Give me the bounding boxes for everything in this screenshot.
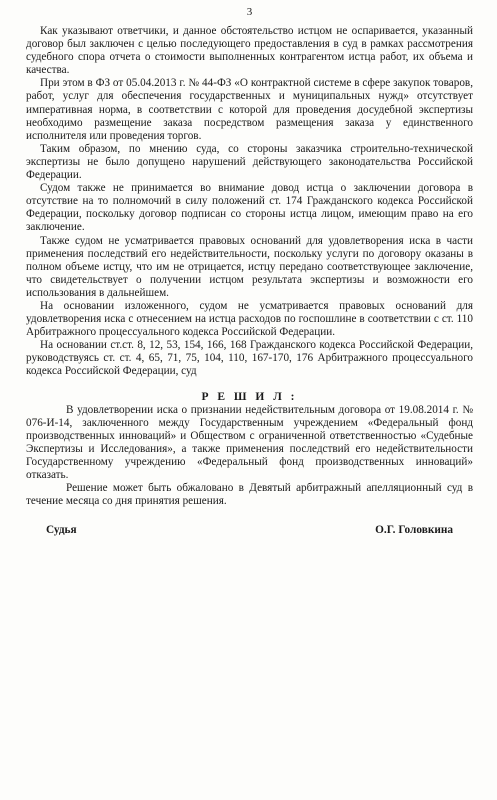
paragraph: Также судом не усматривается правовых оснований для удовлетворения иска в части применения последствий его недействительности, поскольку услуги по договору оказаны в полном объеме истцу, что им не отрицается, истцу передано соответствующее заключение, что свидетельствует о получении истцом результата экспертизы и возможности его использования в дальнейшем.: [26, 234, 473, 299]
page-number: 3: [246, 6, 253, 18]
decision-paragraph: Решение может быть обжаловано в Девятый арбитражный апелляционный суд в течение месяца со дня принятия решения.: [26, 482, 473, 508]
paragraph: На основании ст.ст. 8, 12, 53, 154, 166, 168 Гражданского кодекса Российской Федерации, руководствуясь ст. ст. 4, 65, 71, 75, 104, 110, 167-170, 176 Арбитражного процессуального кодекса Российской Федерации, суд: [26, 339, 473, 378]
judge-name: О.Г. Головкина: [375, 524, 453, 537]
decision-paragraph: В удовлетворении иска о признании недействительным договора от 19.08.2014 г. № 076-И-14, заключенного между Государственным учреждением «Федеральный фонд производственных инноваций» и Обществом с ограниченной ответственностью «Судебные Экспертизы и Исследования», а также применения последствий его недействительности Государственному учреждению «Федеральный фонд производственных инноваций» отказать.: [26, 403, 473, 481]
paragraph: При этом в ФЗ от 05.04.2013 г. № 44-ФЗ «О контрактной системе в сфере закупок товаров, работ, услуг для обеспечения государственных и муниципальных нужд» отсутствует императивная норма, в соответствии с которой для проведения досудебной экспертизы необходимо размещение заказа посредством размещения заказа у единственного исполнителя или проведения торгов.: [26, 77, 473, 142]
judge-title: Судья: [46, 524, 77, 537]
document-body: [26, 25, 473, 536]
paragraph: Судом также не принимается во внимание довод истца о заключении договора в отсутствие на то полномочий в силу положений ст. 174 Гражданского кодекса Российской Федерации, поскольку договор подписан со стороны истца лицом, имеющим право на его заключение.: [26, 182, 473, 234]
paragraph: На основании изложенного, судом не усматривается правовых оснований для удовлетворения иска с отнесением на истца расходов по госпошлине в соответствии с ст. 110 Арбитражного процессуального кодекса Российской Федерации.: [26, 299, 473, 339]
signature-block: [26, 524, 473, 536]
decision-heading: Р Е Ш И Л :: [201, 390, 298, 403]
paragraph: Таким образом, по мнению суда, со стороны заказчика строительно-технической экспертизы не было допущено нарушений действующего законодательства Российской Федерации.: [26, 142, 473, 182]
paragraph: Как указывают ответчики, и данное обстоятельство истцом не оспаривается, указанный договор был заключен с целью последующего предоставления в суд в рамках рассмотрения судебного спора отчета о стоимости выполненных контрагентом истца работ, их объема и качества.: [26, 25, 473, 77]
